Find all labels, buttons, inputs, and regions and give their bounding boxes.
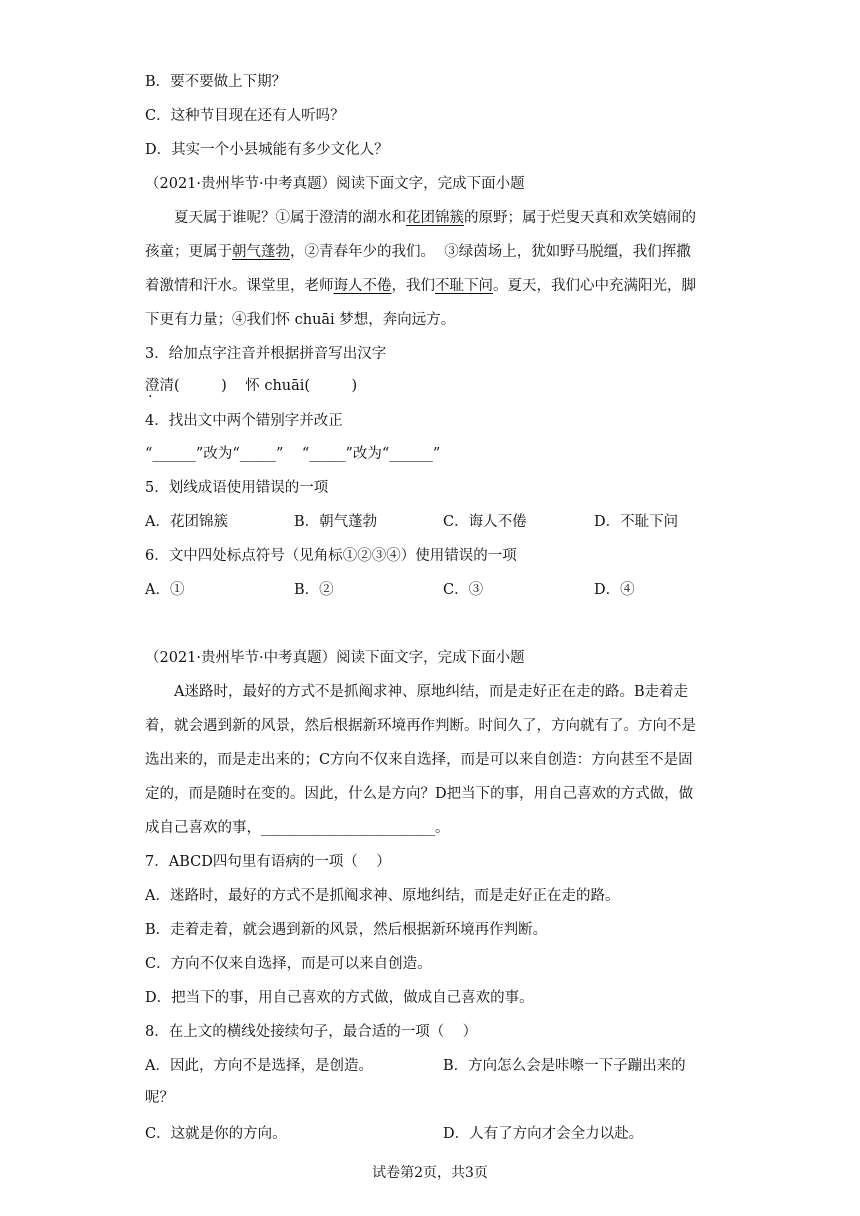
q8-option-c: C．这就是你的方向。 xyxy=(145,1126,287,1142)
q6-option-c: C．③ xyxy=(443,582,484,598)
question-4: 4．找出文中两个错别字并改正 xyxy=(145,413,343,429)
q8-option-b-continued: 呢？ xyxy=(145,1090,174,1106)
passage1-line4: 下更有力量；④我们怀 chuāi 梦想，奔向远方。 xyxy=(145,312,456,328)
q6-option-d: D．④ xyxy=(594,582,635,598)
underlined-idiom: 朝气蓬勃 xyxy=(232,244,290,260)
q7-option-b: B．走着走着，就会遇到新的风景，然后根据新环境再作判断。 xyxy=(145,922,548,938)
q5-option-a: A．花团锦簇 xyxy=(145,514,228,530)
passage2-line1: A迷路时，最好的方式不是抓阄求神、原地纠结，而是走好正在走的路。B走着走 xyxy=(174,684,689,700)
page-footer: 试卷第2页，共3页 xyxy=(372,1165,488,1181)
question-5: 5．划线成语使用错误的一项 xyxy=(145,480,329,496)
q7-option-a: A．迷路时，最好的方式不是抓阄求神、原地纠结，而是走好正在走的路。 xyxy=(145,888,620,904)
option-b: B．要不要做上下期？ xyxy=(145,74,287,90)
q5-option-b: B．朝气蓬勃 xyxy=(294,514,378,530)
q5-option-d: D．不耻下问 xyxy=(594,514,679,530)
passage2-line4: 定的，而是随时在变的。因此，什么是方向？D把当下的事，用自己喜欢的方式做，做 xyxy=(145,786,694,802)
q7-option-d: D．把当下的事，用自己喜欢的方式做，做成自己喜欢的事。 xyxy=(145,990,534,1006)
question-6: 6．文中四处标点符号（见角标①②③④）使用错误的一项 xyxy=(145,548,517,564)
q7-option-c: C．方向不仅来自选择，而是可以来自创造。 xyxy=(145,956,432,972)
passage2-line2: 着，就会遇到新的风景，然后根据新环境再作判断。时间久了，方向就有了。方向不是 xyxy=(145,718,696,734)
section2-header: （2021·贵州毕节·中考真题）阅读下面文字，完成下面小题 xyxy=(145,650,525,666)
q6-option-a: A．① xyxy=(145,582,185,598)
question-3: 3．给加点字注音并根据拼音写出汉字 xyxy=(145,346,387,362)
q8-option-d: D．人有了方向才会全力以赴。 xyxy=(443,1126,644,1142)
question-3-blanks: 澄清( ) 怀 chuāi( ) xyxy=(145,378,358,394)
passage2-line3: 选出来的，而是走出来的；C方向不仅来自选择，而是可以来自创造：方向甚至不是固 xyxy=(145,752,693,768)
option-c: C．这种节目现在还有人听吗？ xyxy=(145,108,345,124)
option-d: D．其实一个小县城能有多少文化人？ xyxy=(145,142,389,158)
q6-option-b: B．② xyxy=(294,582,334,598)
underlined-idiom: 花团锦簇 xyxy=(406,210,464,226)
q8-option-b: B．方向怎么会是咔嚓一下子蹦出来的 xyxy=(443,1058,686,1074)
question-8: 8．在上文的横线处接续句子，最合适的一项（ ） xyxy=(145,1024,478,1040)
passage2-line5: 成自己喜欢的事，________________________。 xyxy=(145,820,450,836)
question-4-blanks: “______”改为“_____” “_____”改为“______” xyxy=(145,446,441,462)
underlined-idiom: 诲人不倦 xyxy=(333,278,392,294)
underlined-idiom: 不耻下问 xyxy=(435,278,493,294)
question-7: 7．ABCD四句里有语病的一项（ ） xyxy=(145,854,391,870)
passage1-line2: 孩童；更属于朝气蓬勃，②青春年少的我们。 ③绿茵场上，犹如野马脱缰，我们挥撒 xyxy=(145,244,691,260)
q8-option-a: A．因此，方向不是选择，是创造。 xyxy=(145,1058,373,1074)
q5-option-c: C．诲人不倦 xyxy=(443,514,527,530)
passage1-line1: 夏天属于谁呢？①属于澄清的湖水和花团锦簇的原野；属于烂叟天真和欢笑嬉闹的 xyxy=(174,210,696,226)
passage1-line3: 着激情和汗水。课堂里，老师诲人不倦，我们不耻下问。夏天，我们心中充满阳光，脚 xyxy=(145,278,696,294)
section1-header: （2021·贵州毕节·中考真题）阅读下面文字，完成下面小题 xyxy=(145,176,525,192)
